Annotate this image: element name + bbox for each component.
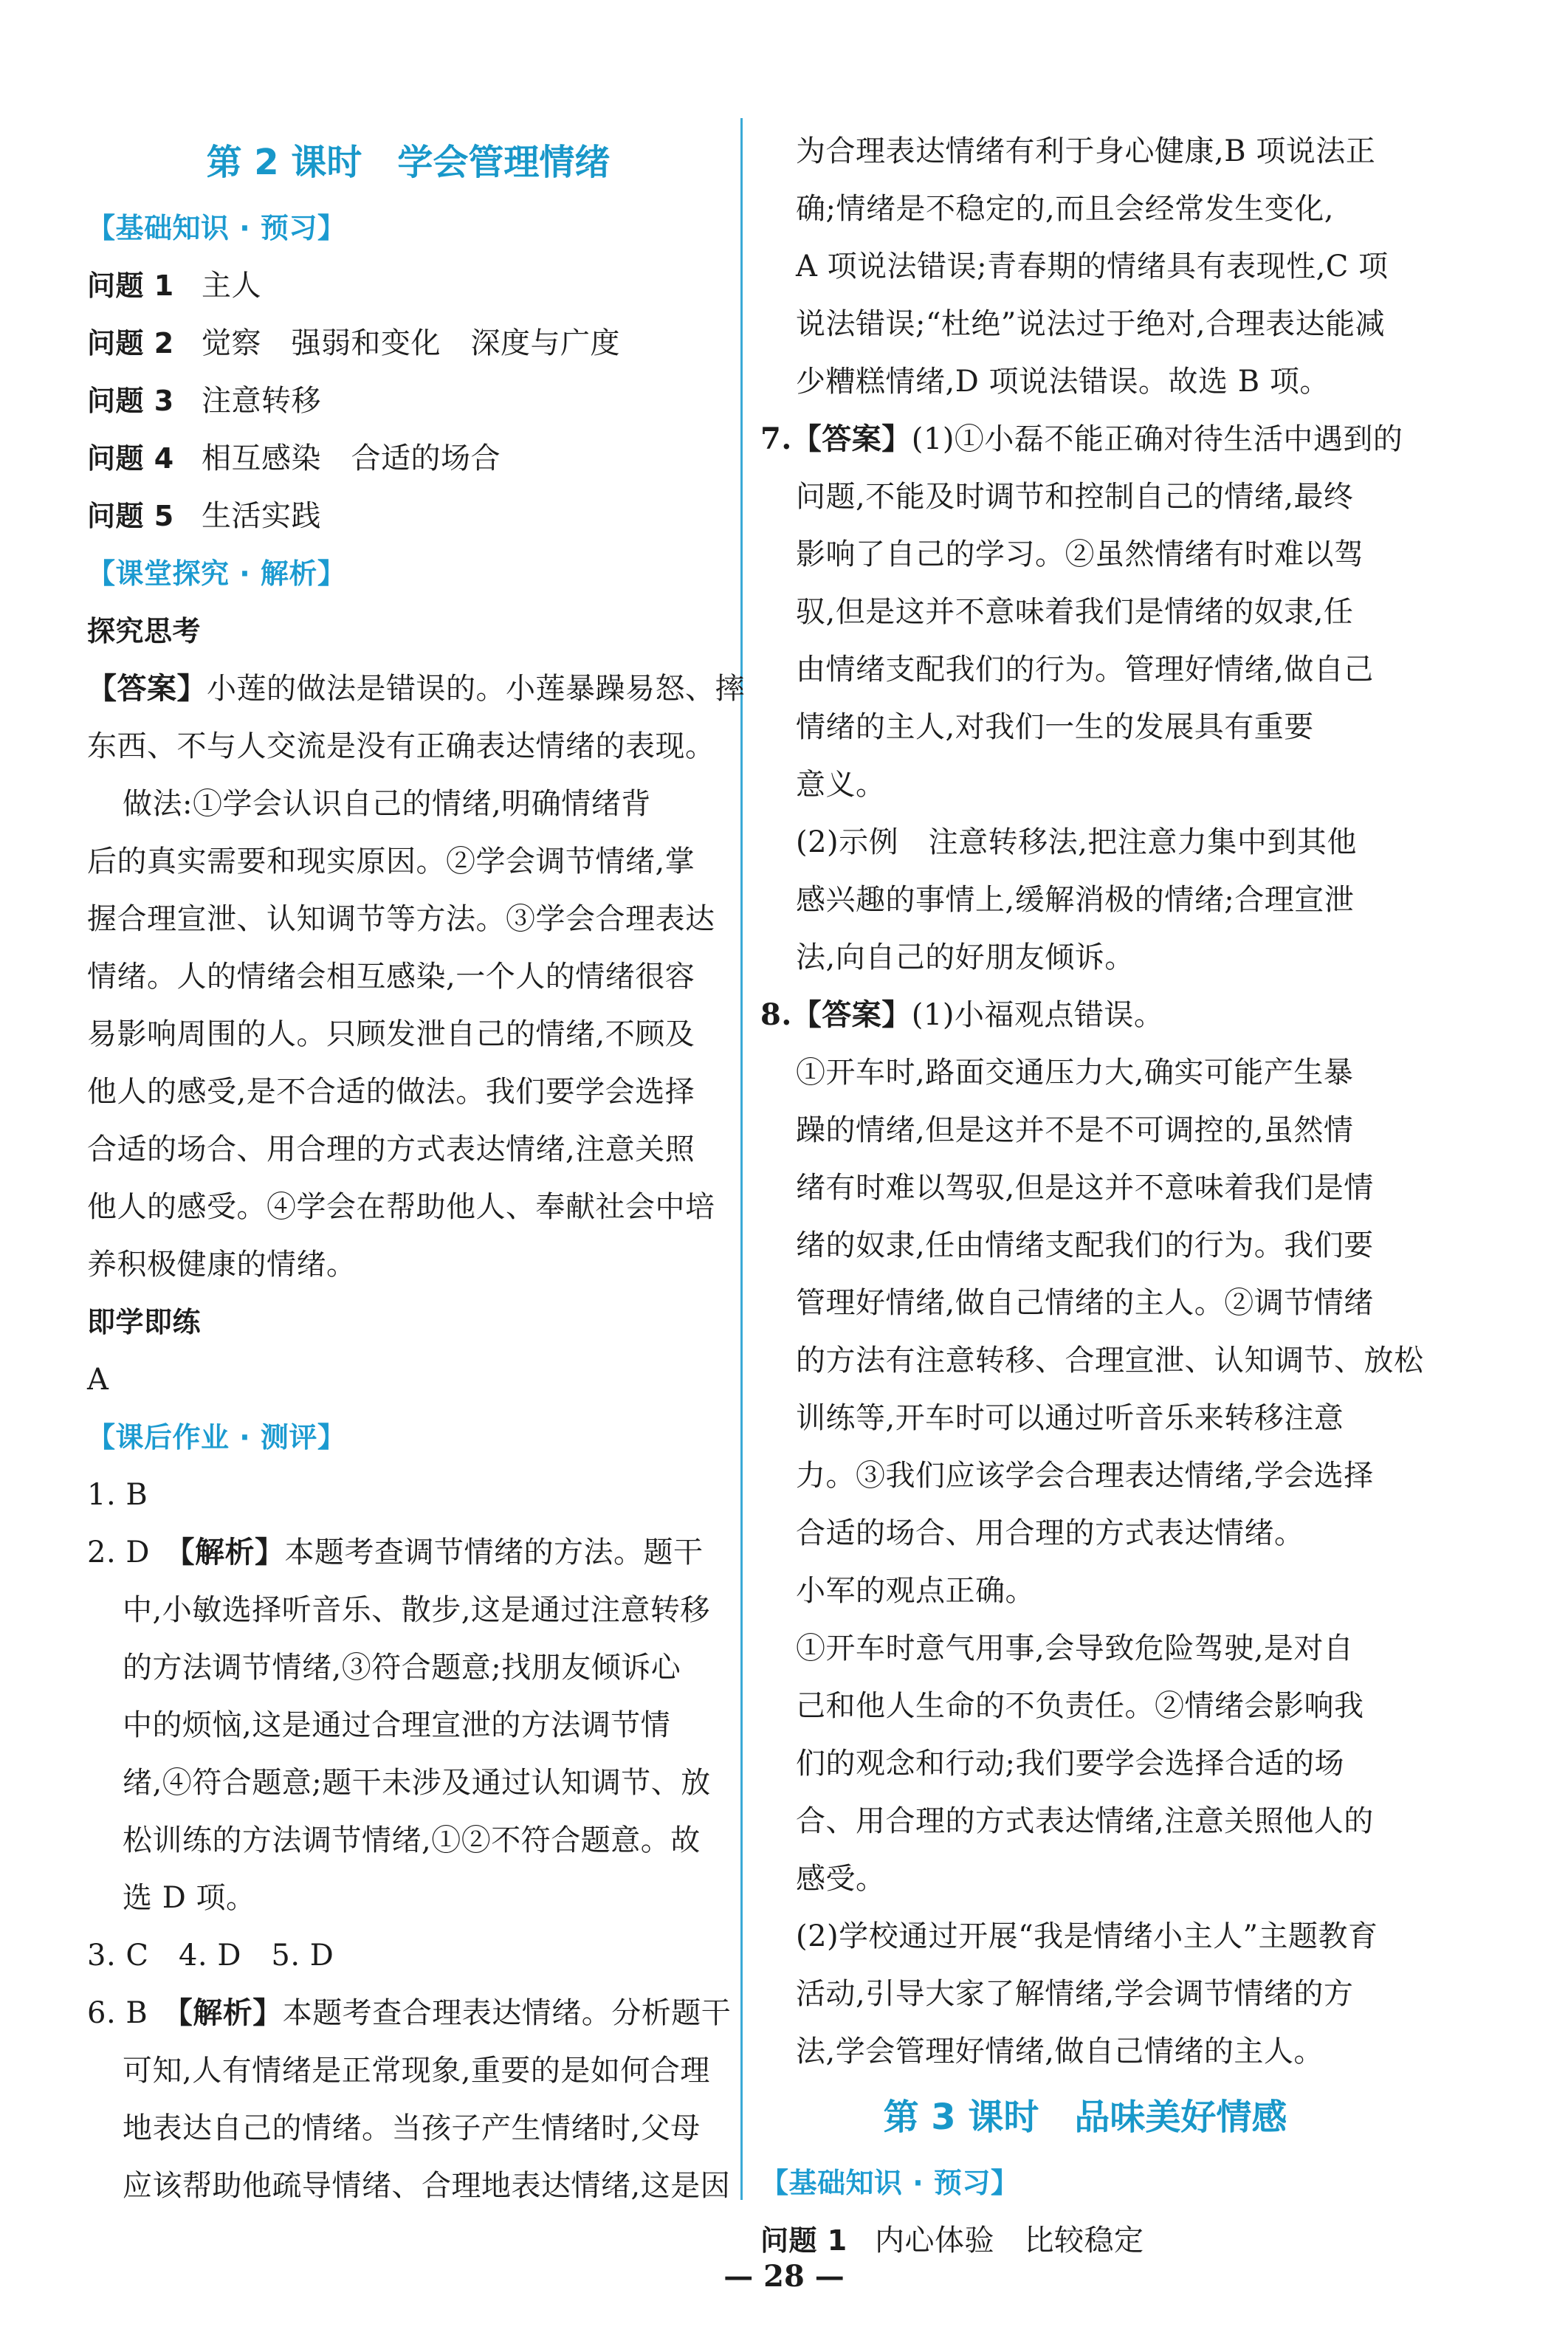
page-number: — 28 —: [723, 2259, 845, 2294]
answer-line: 绪的奴隶,任由情绪支配我们的行为。我们要: [796, 1228, 1374, 1262]
lesson-title: 第 2 课时 学会管理情绪: [206, 142, 611, 183]
answer-line: 的方法调节情绪,③符合题意;找朋友倾诉心: [123, 1651, 681, 1685]
answer-line: 合适的场合、用合理的方式表达情绪。: [796, 1516, 1304, 1550]
right-column: [760, 125, 1424, 2269]
question-row: 问题 2 觉察 强弱和变化 深度与广度: [87, 326, 620, 360]
answer-line: 他人的感受。④学会在帮助他人、奉献社会中培: [87, 1190, 715, 1224]
answer-line: 小军的观点正确。: [796, 1574, 1035, 1608]
answer-line: 意义。: [796, 768, 886, 802]
answer-line: 情绪。人的情绪会相互感染,一个人的情绪很容: [87, 960, 695, 994]
answer-line: 们的观念和行动;我们要学会选择合适的场: [796, 1747, 1344, 1781]
answer-line: (2)示例 注意转移法,把注意力集中到其他: [796, 825, 1357, 859]
answer-line: 感受。: [796, 1862, 886, 1896]
answer-line: 感兴趣的事情上,缓解消极的情绪;合理宣泄: [796, 883, 1355, 917]
answer-line: 养积极健康的情绪。: [87, 1248, 357, 1282]
answer-line: 【答案】小莲的做法是错误的。小莲暴躁易怒、摔: [87, 671, 745, 706]
answer-line: 问题,不能及时调节和控制自己的情绪,最终: [796, 480, 1354, 514]
question-row: 问题 1 内心体验 比较稳定: [760, 2224, 1144, 2258]
answer-line: 己和他人生命的不负责任。②情绪会影响我: [796, 1689, 1364, 1723]
section-title-preview-3: 【基础知识 · 预习】: [760, 2167, 1019, 2199]
answer-line: 应该帮助他疏导情绪、合理地表达情绪,这是因: [123, 2169, 731, 2203]
answer-line: 绪,④符合题意;题干未涉及通过认知调节、放: [123, 1766, 711, 1800]
answer-line: 做法:①学会认识自己的情绪,明确情绪背: [123, 787, 651, 821]
answer-line: 管理好情绪,做自己情绪的主人。②调节情绪: [796, 1286, 1374, 1320]
answer-line: 中的烦恼,这是通过合理宣泄的方法调节情: [123, 1708, 671, 1742]
answer-item-1: 1. B: [87, 1478, 148, 1512]
answer-line: 后的真实需要和现实原因。②学会调节情绪,掌: [87, 845, 695, 878]
answer-line: 驭,但是这并不意味着我们是情绪的奴隶,任: [796, 595, 1354, 629]
question-row: 问题 5 生活实践: [87, 499, 321, 533]
question-row: 问题 1 主人: [87, 269, 261, 303]
answer-line: 由情绪支配我们的行为。管理好情绪,做自己: [796, 653, 1374, 687]
answer-item-6: 6. B 【解析】本题考查合理表达情绪。分析题干: [87, 1995, 732, 2030]
answer-line: 情绪的主人,对我们一生的发展具有重要: [796, 710, 1314, 744]
answer-line: 确;情绪是不稳定的,而且会经常发生变化,: [796, 192, 1334, 226]
answer-line: 中,小敏选择听音乐、散步,这是通过注意转移: [123, 1593, 710, 1627]
lesson-3-title: 第 3 课时 品味美好情感: [883, 2097, 1287, 2138]
answer-line: 可知,人有情绪是正常现象,重要的是如何合理: [123, 2054, 710, 2088]
answer-line: 影响了自己的学习。②虽然情绪有时难以驾: [796, 537, 1364, 571]
answer-line: 合适的场合、用合理的方式表达情绪,注意关照: [87, 1132, 695, 1166]
subheading-explore: 探究思考: [87, 615, 202, 647]
left-column: [87, 125, 745, 2215]
answer-items-3-5: 3. C 4. D 5. D: [87, 1939, 334, 1973]
question-row: 问题 4 相互感染 合适的场合: [87, 441, 501, 475]
practice-answer: A: [87, 1363, 109, 1397]
answer-line: 选 D 项。: [123, 1881, 256, 1915]
subheading-practice: 即学即练: [87, 1306, 202, 1338]
answer-line: 活动,引导大家了解情绪,学会调节情绪的方: [796, 1977, 1354, 2011]
answer-line: 地表达自己的情绪。当孩子产生情绪时,父母: [123, 2111, 701, 2145]
section-title-homework: 【课后作业 · 测评】: [87, 1421, 346, 1454]
answer-line: 训练等,开车时可以通过听音乐来转移注意: [796, 1401, 1344, 1435]
answer-item-2: 2. D 【解析】本题考查调节情绪的方法。题干: [87, 1535, 704, 1569]
question-row: 问题 3 注意转移: [87, 384, 321, 418]
answer-line: 为合理表达情绪有利于身心健康,B 项说法正: [796, 134, 1376, 168]
answer-line: 法,向自己的好朋友倾诉。: [796, 941, 1135, 974]
answer-item-7: 7.【答案】(1)①小磊不能正确对待生活中遇到的: [760, 422, 1403, 456]
section-title-preview: 【基础知识 · 预习】: [87, 212, 346, 244]
answer-line: 绪有时难以驾驭,但是这并不意味着我们是情: [796, 1171, 1374, 1205]
answer-line: 力。③我们应该学会合理表达情绪,学会选择: [796, 1459, 1374, 1493]
answer-line: 握合理宣泄、认知调节等方法。③学会合理表达: [87, 902, 715, 936]
answer-line: 躁的情绪,但是这并不是不可调控的,虽然情: [796, 1113, 1354, 1147]
answer-item-8: 8.【答案】(1)小福观点错误。: [760, 997, 1164, 1032]
answer-line: ①开车时,路面交通压力大,确实可能产生暴: [796, 1056, 1354, 1090]
answer-line: 合、用合理的方式表达情绪,注意关照他人的: [796, 1804, 1374, 1838]
answer-line: 说法错误;“杜绝”说法过于绝对,合理表达能减: [796, 307, 1386, 341]
answer-line: 松训练的方法调节情绪,①②不符合题意。故: [123, 1823, 701, 1857]
answer-line: 他人的感受,是不合适的做法。我们要学会选择: [87, 1075, 695, 1109]
section-title-explore: 【课堂探究 · 解析】: [87, 557, 346, 590]
answer-line: ①开车时意气用事,会导致危险驾驶,是对自: [796, 1631, 1354, 1665]
answer-line: 少糟糕情绪,D 项说法错误。故选 B 项。: [796, 365, 1330, 399]
answer-line: 的方法有注意转移、合理宣泄、认知调节、放松: [796, 1344, 1424, 1378]
answer-line: 法,学会管理好情绪,做自己情绪的主人。: [796, 2035, 1324, 2069]
column-divider: [740, 118, 743, 2200]
answer-line: 东西、不与人交流是没有正确表达情绪的表现。: [87, 729, 715, 763]
answer-line: (2)学校通过开展“我是情绪小主人”主题教育: [796, 1919, 1378, 1953]
answer-line: A 项说法错误;青春期的情绪具有表现性,C 项: [796, 250, 1389, 283]
answer-line: 易影响周围的人。只顾发泄自己的情绪,不顾及: [87, 1017, 695, 1051]
